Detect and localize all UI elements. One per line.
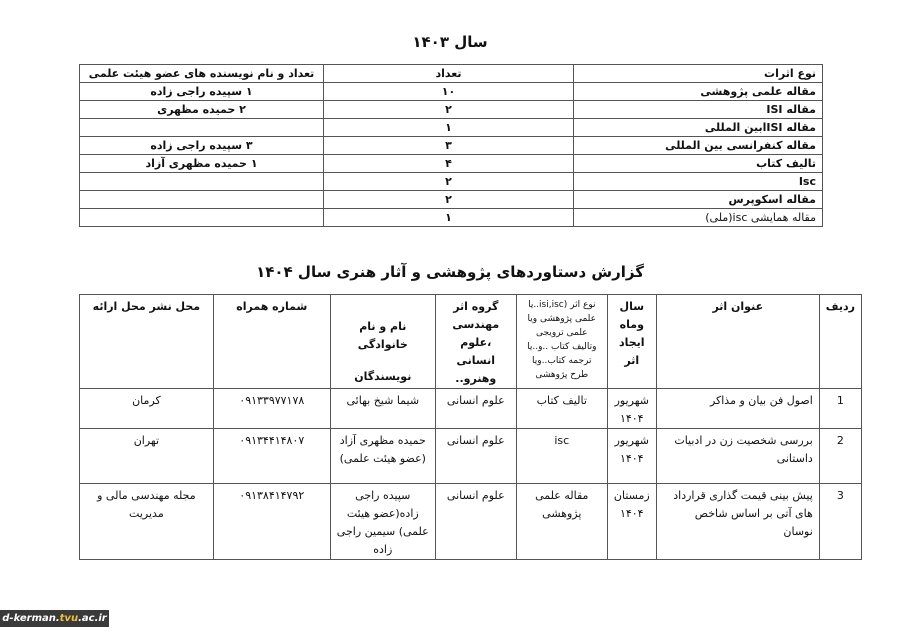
cell-authors: سپیده راجی زاده(عضو هیئت علمی) سیمین راجی زاده [330, 484, 435, 560]
cell-year-month: زمستان ۱۴۰۴ [607, 484, 656, 560]
header-year-month: سال وماه ایجاد اثر [607, 295, 656, 389]
cell-type: مقاله اسکوپرس [574, 191, 823, 209]
cell-venue: تهران [80, 429, 214, 484]
cell-row-number: 2 [819, 429, 861, 484]
cell-count: ۴ [324, 155, 574, 173]
table-row [80, 389, 862, 429]
header-authors [330, 295, 435, 389]
table-row [80, 155, 823, 173]
url-suffix: .ac.ir [78, 613, 107, 624]
cell-phone: ۰۹۱۳۳۹۷۷۱۷۸ [213, 389, 330, 429]
table-row [80, 101, 823, 119]
header-type: نوع اثرات [574, 65, 823, 83]
header-count: تعداد [324, 65, 574, 83]
cell-year-month: شهریور ۱۴۰۴ [607, 429, 656, 484]
cell-type: تالیف کتاب [574, 155, 823, 173]
header-authors-label: نام و نام خانوادگی [357, 320, 408, 351]
cell-count: ۱ [324, 119, 574, 137]
header-row-number: ردیف [819, 295, 861, 389]
cell-count: ۱ [324, 209, 574, 227]
cell-authors [80, 173, 324, 191]
cell-authors [80, 119, 324, 137]
table-row [80, 191, 823, 209]
table-row [80, 137, 823, 155]
cell-row-number: 1 [819, 389, 861, 429]
table-header-row [80, 65, 823, 83]
cell-year-month: شهریور ۱۴۰۴ [607, 389, 656, 429]
cell-phone: ۰۹۱۳۸۴۱۴۷۹۲ [213, 484, 330, 560]
cell-work-type: تالیف کتاب [516, 389, 607, 429]
cell-type: مقاله کنفرانسی بین المللی [574, 137, 823, 155]
header-authors-sub: نویسندگان [354, 370, 412, 383]
cell-authors: ۱ حمیده مظهری آزاد [80, 155, 324, 173]
cell-count: ۱۰ [324, 83, 574, 101]
header-venue: محل نشر محل ارائه [80, 295, 214, 389]
cell-group: علوم انسانی [435, 484, 516, 560]
cell-type: Isc [574, 173, 823, 191]
cell-count: ۲ [324, 191, 574, 209]
cell-type: مقاله همایشی isc(ملی) [574, 209, 823, 227]
url-accent: tvu [59, 613, 79, 624]
table-row [80, 429, 862, 484]
cell-venue: مجله مهندسی مالی و مدیریت [80, 484, 214, 560]
achievements-1404-table [79, 294, 862, 560]
cell-authors [80, 209, 324, 227]
cell-type: مقاله علمی پژوهشی [574, 83, 823, 101]
site-url-badge[interactable] [0, 610, 109, 627]
cell-authors [80, 191, 324, 209]
table-header-row [80, 295, 862, 389]
cell-work-title: اصول فن بیان و مذاکر [656, 389, 819, 429]
url-prefix: d-kerman. [2, 613, 60, 624]
cell-work-type: isc [516, 429, 607, 484]
header-work-title: عنوان اثر [656, 295, 819, 389]
cell-phone: ۰۹۱۳۴۴۱۴۸۰۷ [213, 429, 330, 484]
cell-count: ۳ [324, 137, 574, 155]
header-group: گروه اثر مهندسی ،علوم انسانی وهنرو.. [435, 295, 516, 389]
cell-group: علوم انسانی [435, 389, 516, 429]
cell-count: ۲ [324, 101, 574, 119]
cell-group: علوم انسانی [435, 429, 516, 484]
cell-type: مقاله ISI [574, 101, 823, 119]
cell-authors: حمیده مظهری آزاد (عضو هیئت علمی) [330, 429, 435, 484]
cell-work-type: مقاله علمی پژوهشی [516, 484, 607, 560]
section1-title: سال ۱۴۰۳ [412, 33, 488, 51]
table-row [80, 83, 823, 101]
table-row [80, 119, 823, 137]
cell-venue: کرمان [80, 389, 214, 429]
cell-type: مقاله ISIابین المللی [574, 119, 823, 137]
cell-authors: ۱ سپیده راجی زاده [80, 83, 324, 101]
cell-work-title: پیش بینی قیمت گذاری قرارداد های آتی بر اساس شاخص نوسان [656, 484, 819, 560]
table-row [80, 484, 862, 560]
header-work-type: نوع اثر (isi,isc..یا علمی پژوهشی ویا علمی ترویجی وتالیف کتاب ..و..یا ترجمه کتاب..ویا طرح پژوهشی [516, 295, 607, 389]
section2-title: گزارش دستاوردهای پژوهشی و آثار هنری سال ۱۴۰۴ [256, 263, 644, 281]
cell-authors: ۳ سپیده راجی زاده [80, 137, 324, 155]
header-authors: تعداد و نام نویسنده های عضو هیئت علمی [80, 65, 324, 83]
cell-row-number: 3 [819, 484, 861, 560]
cell-authors: شیما شیخ بهائی [330, 389, 435, 429]
research-output-1403-table [79, 64, 823, 227]
cell-count: ۲ [324, 173, 574, 191]
header-phone: شماره همراه [213, 295, 330, 389]
cell-authors: ۲ حمیده مظهری [80, 101, 324, 119]
table-row [80, 173, 823, 191]
cell-work-title: بررسی شخصیت زن در ادبیات داستانی [656, 429, 819, 484]
table-row [80, 209, 823, 227]
